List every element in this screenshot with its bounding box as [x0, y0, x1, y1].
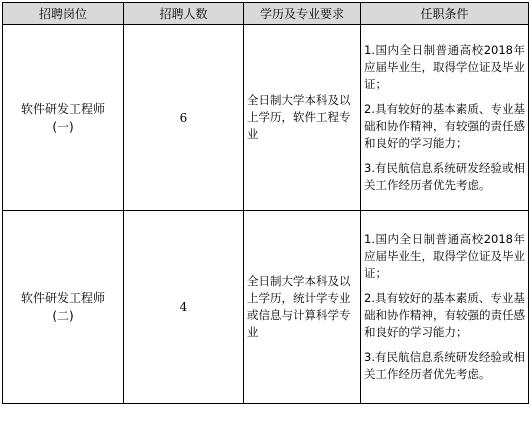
headcount-cell: 6 — [124, 25, 244, 211]
requirement-cell: 全日制大学本科及以上学历，软件工程专业 — [244, 25, 361, 211]
conditions-cell — [361, 25, 529, 211]
position-title: 软件研发工程师 — [20, 291, 105, 305]
header-position: 招聘岗位 — [3, 3, 124, 25]
position-cell — [3, 25, 124, 211]
condition-item: 3.有民航信息系统研发经验或相关工作经历者优先考虑。 — [364, 160, 525, 192]
table-header-row — [3, 3, 529, 25]
position-suffix: (一) — [52, 119, 74, 134]
condition-item: 1.国内全日制普通高校2018年应届毕业生，取得学位证及毕业证； — [364, 232, 525, 280]
table-row — [3, 211, 529, 404]
requirement-cell: 全日制大学本科及以上学历，统计学专业或信息与计算科学专业 — [244, 211, 361, 404]
table-row — [3, 25, 529, 211]
condition-item: 2.具有较好的基本素质、专业基础和协作精神，有较强的责任感和良好的学习能力； — [364, 291, 525, 339]
recruitment-table-container — [2, 2, 529, 404]
condition-item: 1.国内全日制普通高校2018年应届毕业生，取得学位证及毕业证； — [364, 42, 525, 91]
header-requirement: 学历及专业要求 — [244, 3, 361, 25]
position-cell — [3, 211, 124, 404]
conditions-cell — [361, 211, 529, 404]
recruitment-table — [2, 2, 529, 404]
header-conditions: 任职条件 — [361, 3, 529, 25]
position-title: 软件研发工程师 — [20, 101, 105, 116]
condition-item: 3.有民航信息系统研发经验或相关工作经历者优先考虑。 — [364, 350, 525, 381]
headcount-cell: 4 — [124, 211, 244, 404]
condition-item: 2.具有较好的基本素质、专业基础和协作精神，有较强的责任感和良好的学习能力； — [364, 101, 525, 150]
position-suffix: (二) — [52, 309, 74, 323]
header-count: 招聘人数 — [124, 3, 244, 25]
